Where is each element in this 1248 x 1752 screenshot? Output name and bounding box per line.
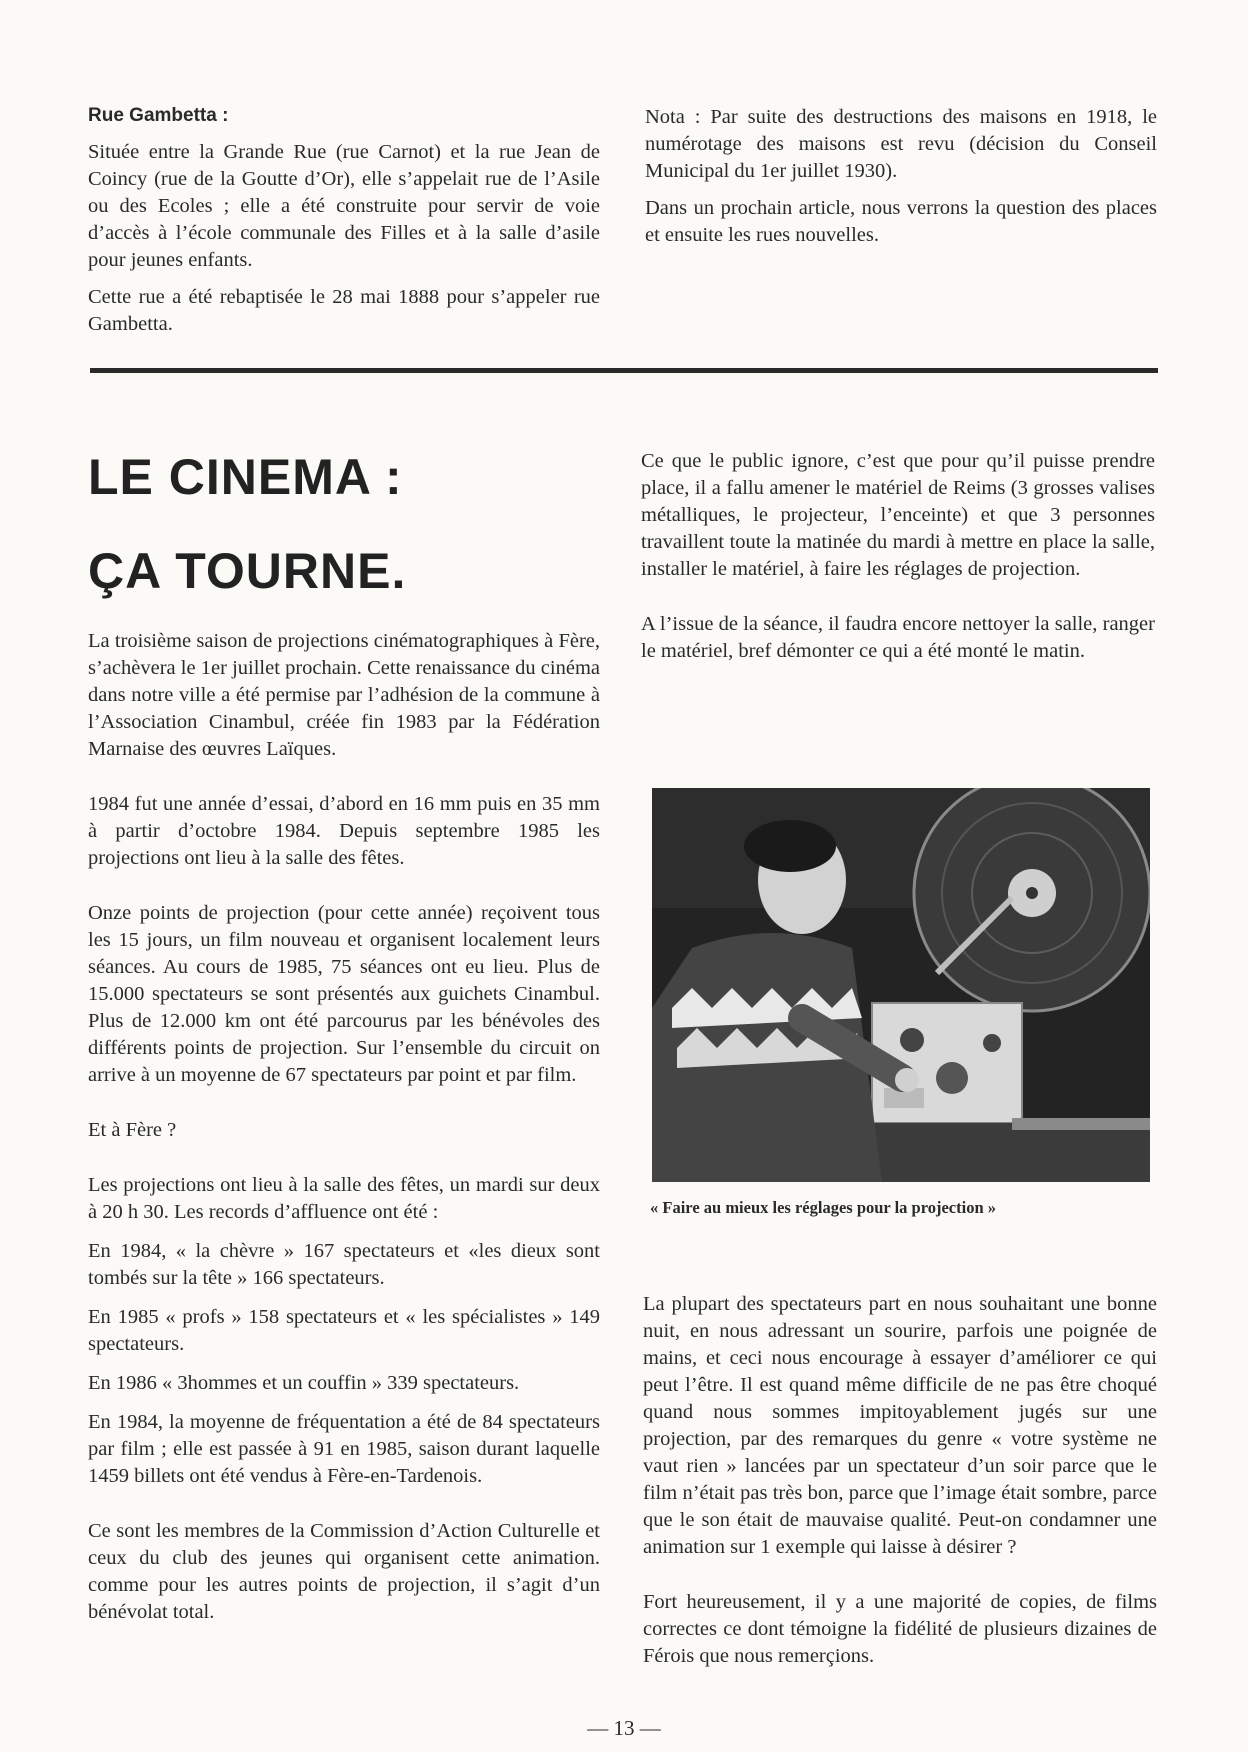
section-divider xyxy=(90,368,1158,373)
article-right-paragraph-2: A l’issue de la séance, il faudra encore nettoyer la salle, ranger le matériel, bref démonter ce qui a été monté le matin. xyxy=(641,613,1155,662)
article-title-line-1: LE CINEMA : xyxy=(88,449,403,505)
projectionist-photo xyxy=(652,788,1150,1182)
article-right-paragraph-3: La plupart des spectateurs part en nous souhaitant une bonne nuit, en nous adressant un sourire, parfois une poignée de mains, et ceci nous encourage à essayer d’améliorer ce qui peut l’être. Il est quand même difficile de ne pas être choqué quand nous sommes impitoyablement jugés sur une projection, par des remarques du genre « votre système ne vaut rien » lancées par un spectateur d’un soir parce que le film n’était pas très bon, parce que l’image était sombre, parce que le son était de mauvaise qualité. Peut-on condamner une animation sur 1 exemple qui laisse à désirer ? xyxy=(643,1293,1157,1558)
article-paragraph-5: Les projections ont lieu à la salle des fêtes, un mardi sur deux à 20 h 30. Les records d’affluence ont été : xyxy=(88,1174,600,1223)
rue-gambetta-paragraph-2: Cette rue a été rebaptisée le 28 mai 1888 pour s’appeler rue Gambetta. xyxy=(88,286,600,335)
article-paragraph-2: 1984 fut une année d’essai, d’abord en 16 mm puis en 35 mm à partir d’octobre 1984. Depuis septembre 1985 les projections ont lieu à la salle des fêtes. xyxy=(88,793,600,869)
article-paragraph-1: La troisième saison de projections cinématographiques à Fère, s’achèvera le 1er juillet prochain. Cette renaissance du cinéma dans notre ville a été permise par l’adhésion de la commune à l’Association Cinambul, créée fin 1983 par la Fédération Marnaise des œuvres Laïques. xyxy=(88,630,600,760)
article-right-paragraph-1: Ce que le public ignore, c’est que pour qu’il puisse prendre place, il a fallu amener le matériel de Reims (3 grosses valises métalliques, le projecteur, l’enceinte) et que 3 personnes travaillent toute la matinée du mardi à mettre en place la salle, installer le matériel, à faire les réglages de projection. xyxy=(641,450,1155,580)
nota-paragraph-1: Nota : Par suite des destructions des maisons en 1918, le numérotage des maisons est revu (décision du Conseil Municipal du 1er juillet 1930). xyxy=(645,106,1157,182)
article-right-column-bottom xyxy=(643,1291,1157,1680)
article-title xyxy=(88,430,406,618)
page-number: — 13 — xyxy=(587,1716,661,1740)
nota-paragraph-2: Dans un prochain article, nous verrons la question des places et ensuite les rues nouvelles. xyxy=(645,197,1157,246)
article-paragraph-4: Et à Fère ? xyxy=(88,1119,177,1141)
article-paragraph-6: En 1984, « la chèvre » 167 spectateurs et «les dieux sont tombés sur la tête » 166 spectateurs. xyxy=(88,1240,600,1289)
article-paragraph-10: Ce sont les membres de la Commission d’Action Culturelle et ceux du club des jeunes qui organisent cette animation. comme pour les autres points de projection, il s’agit d’un bénévolat total. xyxy=(88,1520,600,1623)
article-paragraph-9: En 1984, la moyenne de fréquentation a été de 84 spectateurs par film ; elle est passée à 91 en 1985, saison durant laquelle 1459 billets ont été vendus à Fère-en-Tardenois. xyxy=(88,1411,600,1487)
article-left-column xyxy=(88,628,600,1636)
article-right-paragraph-4: Fort heureusement, il y a une majorité de copies, de films correctes ce dont témoigne la fidélité de plusieurs dizaines de Férois que nous remerçions. xyxy=(643,1591,1157,1667)
article-right-column-top xyxy=(641,448,1155,675)
projectionist-illustration xyxy=(652,788,1150,1182)
photo-caption: « Faire au mieux les réglages pour la projection » xyxy=(650,1198,997,1217)
article-title-line-2: ÇA TOURNE. xyxy=(88,543,407,599)
rue-gambetta-paragraph-1: Située entre la Grande Rue (rue Carnot) et la rue Jean de Coincy (rue de la Goutte d’Or), elle s’appelait rue de l’Asile ou des Ecoles ; elle a été construite pour servir de voie d’accès à l’école communale des Filles et à la salle d’asile pour jeunes enfants. xyxy=(88,141,600,271)
article-paragraph-7: En 1985 « profs » 158 spectateurs et « les spécialistes » 149 spectateurs. xyxy=(88,1306,600,1355)
article-paragraph-3: Onze points de projection (pour cette année) reçoivent tous les 15 jours, un film nouveau et organisent localement leurs séances. Au cours de 1985, 75 séances ont eu lieu. Plus de 15.000 spectateurs se sont présentés aux guichets Cinambul. Plus de 12.000 km ont été parcourus par les bénévoles des différents points de projection. Sur l’ensemble du circuit on arrive à un moyenne de 67 spectateurs par point et par film. xyxy=(88,902,600,1086)
rue-gambetta-section xyxy=(88,102,600,348)
nota-section xyxy=(645,104,1157,259)
article-paragraph-8: En 1986 « 3hommes et un couffin » 339 spectateurs. xyxy=(88,1372,520,1394)
rue-gambetta-heading: Rue Gambetta : xyxy=(88,105,229,126)
